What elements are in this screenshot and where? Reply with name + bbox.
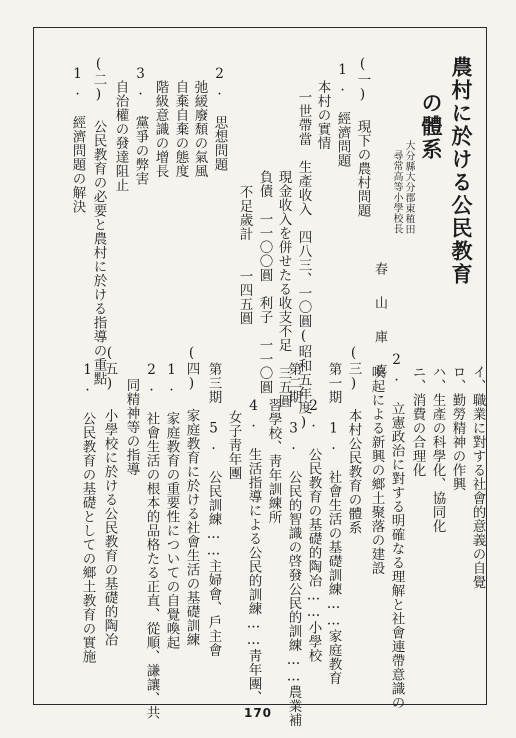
text-line: 1. 經濟問題の解決 (69, 66, 86, 214)
text-line: 負債 一一〇〇圓 利子 一一〇圓 (256, 170, 273, 394)
text-line: イ、職業に對する社會的意義の自覺 (469, 365, 486, 589)
text-line: 一世帶當 生產收入 四八三、一〇圓(昭和五年度) (295, 90, 312, 431)
section-heading: (一) 現下の農村問題 (354, 56, 371, 218)
text-line: 第三期 5. 公民訓練……主婦會、戶主會 (205, 362, 222, 657)
text-line: 弛緩廢頹の氣風 (191, 80, 208, 178)
title-line-1: 農村に於ける公民教育 (449, 56, 474, 286)
text-line: 2. 思想問題 (211, 66, 228, 172)
text-line: 1. 公民教育の基礎としての鄉土教育の實施 (79, 362, 96, 664)
text-line: 自棄自棄の態度 (172, 80, 189, 178)
author-affiliation-2: 尋常高等小學校長 (391, 150, 402, 234)
text-line: 同精神等の指導 (123, 378, 140, 476)
text-line: 第一期 1. 社會生活の基礎訓練……家庭教育 (325, 362, 342, 685)
text-line: 現金收入を併せたる收支不足 三五圓 (275, 170, 292, 408)
text-line: 階級意識の增長 (152, 80, 169, 178)
text-line: 喚起による新興の鄉土聚落の建設 (368, 365, 385, 575)
section-heading: (四) 家庭教育に於ける社會生活の基礎訓練 (183, 345, 200, 647)
text-line: 3. 黨爭の弊害 (132, 66, 149, 186)
section-heading: (五) 小學校に於ける公民教育の基礎的陶冶 (101, 345, 118, 647)
text-line: ロ、勤勞精神の作興 (449, 365, 466, 491)
title-line-2: の體系 (419, 92, 444, 161)
text-line: 習學校、靑年訓練所 (265, 398, 282, 524)
author-name: 春 山 庫 喜 (372, 262, 387, 380)
text-line: 本村の實情 (314, 80, 331, 150)
text-line: 4. 生活指導による公民的訓練……靑年團、 (245, 398, 262, 705)
text-line: 1. 經濟問題 (334, 62, 351, 168)
text-line: 不足歲計 一四五圓 (236, 185, 253, 325)
section-heading: (二) 公民教育の必要と農村に於ける指導の重點 (90, 56, 107, 386)
text-line: 女子靑年團 (225, 410, 242, 480)
text-line: 第二期 3. 公民的智識の啓發公民的訓練……農業補 (285, 362, 302, 727)
text-line: 2. 公民教育の基礎的陶冶……小學校 (305, 398, 322, 663)
text-line: 1. 家庭教育の重要性についての自覺喚起 (163, 362, 180, 650)
text-line: 自治權の發達阻止 (112, 80, 129, 192)
author-affiliation-1: 大分縣大分郡東稙田 (403, 140, 414, 235)
text-line: ニ、消費の合理化 (409, 365, 426, 477)
text-line: 2. 社會生活の根本的品格たる正直、從順、謙讓、共 (143, 362, 160, 720)
text-line: ハ、生產の科學化、協同化 (429, 365, 446, 533)
section-heading: (三) 本村公民教育の體系 (345, 345, 362, 535)
text-line: 2. 立憲政治に對する明確なる理解と社會連帶意識の (388, 352, 405, 710)
page-number: 170 (243, 706, 273, 720)
